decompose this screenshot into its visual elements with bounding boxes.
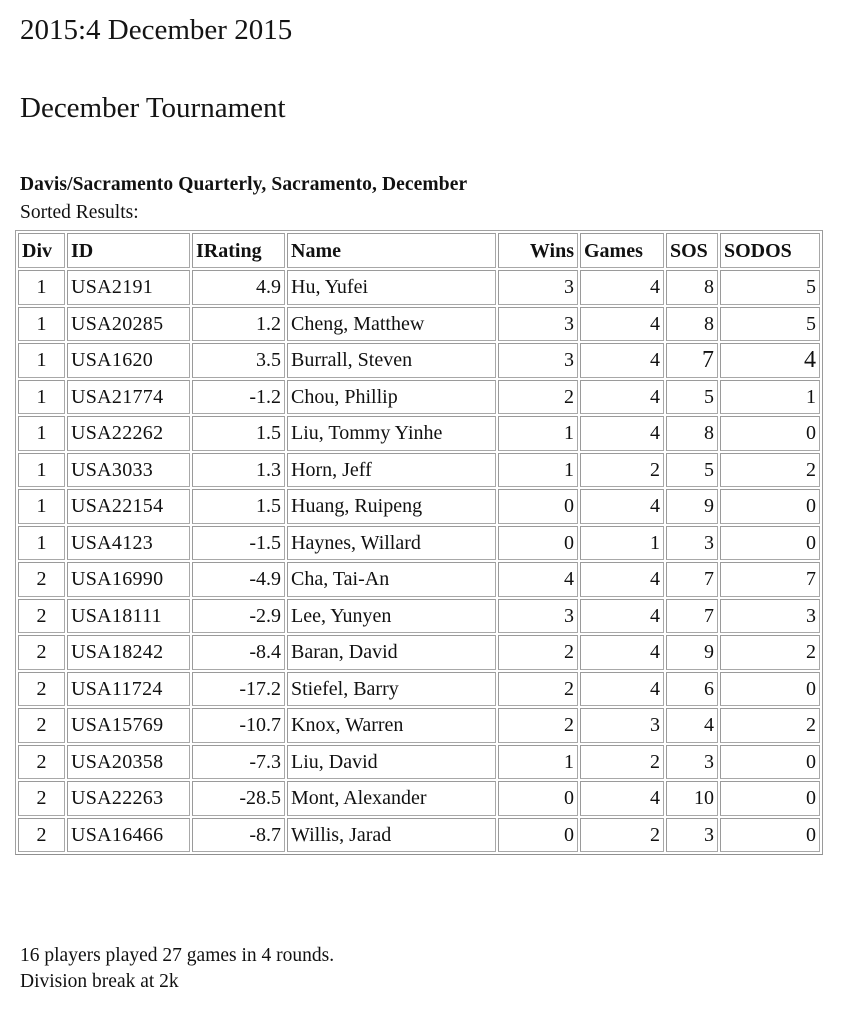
cell-irating: -28.5 xyxy=(192,781,285,816)
cell-name: Knox, Warren xyxy=(287,708,496,743)
cell-irating: 1.2 xyxy=(192,307,285,342)
table-row xyxy=(18,453,820,488)
cell-id: USA22262 xyxy=(67,416,190,451)
cell-wins: 2 xyxy=(498,672,578,707)
cell-id: USA20285 xyxy=(67,307,190,342)
cell-name: Horn, Jeff xyxy=(287,453,496,488)
cell-sodos: 3 xyxy=(720,599,820,634)
table-row xyxy=(18,380,820,415)
cell-games: 4 xyxy=(580,380,664,415)
cell-sos: 7 xyxy=(666,599,718,634)
cell-games: 4 xyxy=(580,416,664,451)
cell-wins: 3 xyxy=(498,599,578,634)
cell-name: Baran, David xyxy=(287,635,496,670)
cell-id: USA18111 xyxy=(67,599,190,634)
cell-sodos: 2 xyxy=(720,453,820,488)
cell-wins: 1 xyxy=(498,745,578,780)
cell-games: 4 xyxy=(580,635,664,670)
cell-games: 1 xyxy=(580,526,664,561)
cell-div: 1 xyxy=(18,270,65,305)
cell-irating: 1.3 xyxy=(192,453,285,488)
cell-name: Haynes, Willard xyxy=(287,526,496,561)
cell-irating: -7.3 xyxy=(192,745,285,780)
table-row xyxy=(18,818,820,853)
cell-id: USA21774 xyxy=(67,380,190,415)
cell-name: Huang, Ruipeng xyxy=(287,489,496,524)
cell-id: USA11724 xyxy=(67,672,190,707)
cell-name: Liu, David xyxy=(287,745,496,780)
cell-sodos: 4 xyxy=(720,343,820,378)
cell-id: USA16990 xyxy=(67,562,190,597)
cell-sodos: 0 xyxy=(720,526,820,561)
cell-games: 2 xyxy=(580,745,664,780)
cell-sodos: 2 xyxy=(720,635,820,670)
cell-name: Lee, Yunyen xyxy=(287,599,496,634)
column-header-id: ID xyxy=(67,233,190,268)
cell-sos: 3 xyxy=(666,818,718,853)
cell-irating: -1.5 xyxy=(192,526,285,561)
cell-irating: -1.2 xyxy=(192,380,285,415)
cell-wins: 4 xyxy=(498,562,578,597)
cell-sos: 5 xyxy=(666,453,718,488)
cell-div: 2 xyxy=(18,562,65,597)
cell-id: USA3033 xyxy=(67,453,190,488)
cell-sodos: 1 xyxy=(720,380,820,415)
cell-div: 2 xyxy=(18,818,65,853)
cell-sos: 3 xyxy=(666,745,718,780)
cell-wins: 0 xyxy=(498,526,578,561)
cell-irating: -8.7 xyxy=(192,818,285,853)
cell-sos: 8 xyxy=(666,270,718,305)
cell-games: 4 xyxy=(580,562,664,597)
column-header-name: Name xyxy=(287,233,496,268)
cell-div: 2 xyxy=(18,635,65,670)
cell-sodos: 7 xyxy=(720,562,820,597)
cell-id: USA2191 xyxy=(67,270,190,305)
sorted-results-label: Sorted Results: xyxy=(20,202,139,223)
cell-wins: 2 xyxy=(498,380,578,415)
cell-id: USA22154 xyxy=(67,489,190,524)
table-row xyxy=(18,745,820,780)
cell-div: 2 xyxy=(18,599,65,634)
cell-name: Mont, Alexander xyxy=(287,781,496,816)
cell-sos: 3 xyxy=(666,526,718,561)
table-row xyxy=(18,781,820,816)
cell-games: 2 xyxy=(580,453,664,488)
cell-wins: 3 xyxy=(498,307,578,342)
cell-div: 1 xyxy=(18,489,65,524)
cell-name: Willis, Jarad xyxy=(287,818,496,853)
cell-irating: -17.2 xyxy=(192,672,285,707)
cell-sos: 5 xyxy=(666,380,718,415)
cell-wins: 0 xyxy=(498,489,578,524)
cell-sodos: 0 xyxy=(720,745,820,780)
cell-id: USA18242 xyxy=(67,635,190,670)
cell-sos: 4 xyxy=(666,708,718,743)
cell-wins: 0 xyxy=(498,781,578,816)
cell-irating: -8.4 xyxy=(192,635,285,670)
cell-games: 4 xyxy=(580,270,664,305)
cell-id: USA4123 xyxy=(67,526,190,561)
table-row xyxy=(18,489,820,524)
table-row xyxy=(18,307,820,342)
cell-irating: -10.7 xyxy=(192,708,285,743)
cell-irating: -2.9 xyxy=(192,599,285,634)
table-row xyxy=(18,343,820,378)
cell-sos: 8 xyxy=(666,416,718,451)
cell-sodos: 0 xyxy=(720,416,820,451)
cell-sos: 8 xyxy=(666,307,718,342)
table-row xyxy=(18,599,820,634)
cell-irating: 3.5 xyxy=(192,343,285,378)
cell-irating: -4.9 xyxy=(192,562,285,597)
table-header-row xyxy=(18,233,820,268)
cell-name: Stiefel, Barry xyxy=(287,672,496,707)
cell-wins: 2 xyxy=(498,708,578,743)
cell-sodos: 2 xyxy=(720,708,820,743)
cell-irating: 1.5 xyxy=(192,489,285,524)
table-row xyxy=(18,416,820,451)
cell-wins: 3 xyxy=(498,270,578,305)
column-header-sodos: SODOS xyxy=(720,233,820,268)
cell-games: 4 xyxy=(580,343,664,378)
column-header-irating: IRating xyxy=(192,233,285,268)
cell-div: 1 xyxy=(18,453,65,488)
results-table xyxy=(15,230,823,855)
cell-sos: 10 xyxy=(666,781,718,816)
cell-wins: 1 xyxy=(498,453,578,488)
cell-sodos: 0 xyxy=(720,489,820,524)
cell-wins: 1 xyxy=(498,416,578,451)
column-header-sos: SOS xyxy=(666,233,718,268)
cell-sos: 7 xyxy=(666,562,718,597)
date-heading: 2015:4 December 2015 xyxy=(20,14,293,46)
event-title: Davis/Sacramento Quarterly, Sacramento, December xyxy=(20,174,468,195)
summary-games-played: 16 players played 27 games in 4 rounds. xyxy=(20,945,335,966)
cell-sos: 9 xyxy=(666,489,718,524)
cell-id: USA20358 xyxy=(67,745,190,780)
cell-div: 1 xyxy=(18,343,65,378)
cell-div: 2 xyxy=(18,745,65,780)
column-header-div: Div xyxy=(18,233,65,268)
cell-wins: 0 xyxy=(498,818,578,853)
cell-div: 2 xyxy=(18,672,65,707)
column-header-games: Games xyxy=(580,233,664,268)
cell-sos: 9 xyxy=(666,635,718,670)
cell-name: Hu, Yufei xyxy=(287,270,496,305)
table-row xyxy=(18,526,820,561)
table-row xyxy=(18,270,820,305)
cell-games: 2 xyxy=(580,818,664,853)
cell-games: 4 xyxy=(580,307,664,342)
cell-div: 1 xyxy=(18,526,65,561)
cell-name: Liu, Tommy Yinhe xyxy=(287,416,496,451)
table-row xyxy=(18,708,820,743)
cell-sodos: 0 xyxy=(720,818,820,853)
cell-name: Burrall, Steven xyxy=(287,343,496,378)
cell-sodos: 5 xyxy=(720,270,820,305)
cell-games: 4 xyxy=(580,672,664,707)
cell-id: USA1620 xyxy=(67,343,190,378)
cell-div: 2 xyxy=(18,781,65,816)
cell-irating: 1.5 xyxy=(192,416,285,451)
cell-games: 3 xyxy=(580,708,664,743)
table-row xyxy=(18,672,820,707)
tournament-title: December Tournament xyxy=(20,92,286,124)
cell-wins: 2 xyxy=(498,635,578,670)
cell-sodos: 0 xyxy=(720,672,820,707)
cell-id: USA16466 xyxy=(67,818,190,853)
cell-wins: 3 xyxy=(498,343,578,378)
cell-name: Cheng, Matthew xyxy=(287,307,496,342)
cell-sodos: 5 xyxy=(720,307,820,342)
cell-div: 1 xyxy=(18,380,65,415)
cell-games: 4 xyxy=(580,489,664,524)
cell-id: USA15769 xyxy=(67,708,190,743)
cell-div: 1 xyxy=(18,307,65,342)
cell-sos: 7 xyxy=(666,343,718,378)
table-row xyxy=(18,635,820,670)
cell-games: 4 xyxy=(580,781,664,816)
column-header-wins: Wins xyxy=(498,233,578,268)
cell-div: 2 xyxy=(18,708,65,743)
cell-name: Cha, Tai-An xyxy=(287,562,496,597)
table-row xyxy=(18,562,820,597)
cell-sos: 6 xyxy=(666,672,718,707)
summary-division-break: Division break at 2k xyxy=(20,971,179,992)
cell-games: 4 xyxy=(580,599,664,634)
cell-sodos: 0 xyxy=(720,781,820,816)
tournament-summary xyxy=(20,943,334,995)
cell-div: 1 xyxy=(18,416,65,451)
cell-name: Chou, Phillip xyxy=(287,380,496,415)
cell-irating: 4.9 xyxy=(192,270,285,305)
cell-id: USA22263 xyxy=(67,781,190,816)
